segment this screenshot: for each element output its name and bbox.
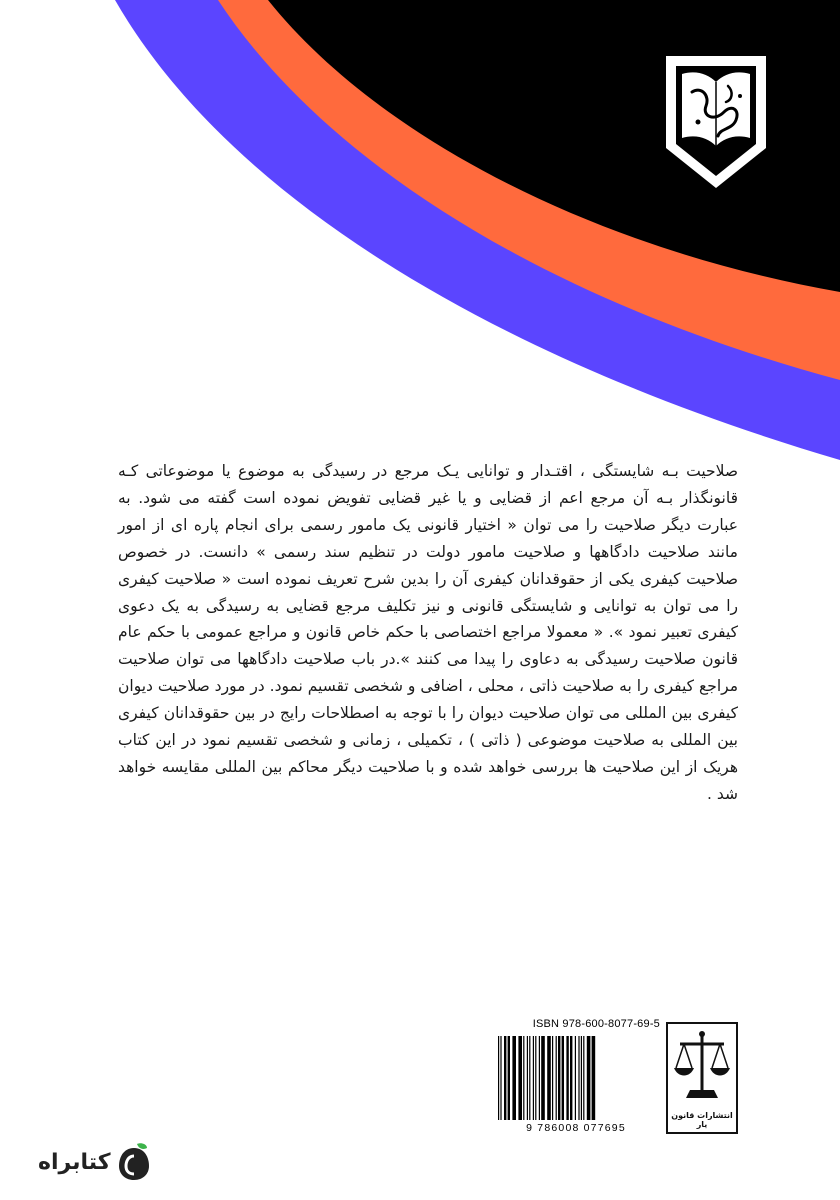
barcode-number: 9 786008 077695 xyxy=(526,1122,626,1134)
isbn-barcode-block xyxy=(492,1018,660,1136)
barcode-bar xyxy=(556,1036,557,1120)
publisher-logo xyxy=(666,1022,738,1134)
isbn-label: ISBN 978-600-8077-69-5 xyxy=(532,1018,660,1030)
back-cover-description: صلاحیت بـه شایستگی ، اقتـدار و توانایی یـک مرجع در رسیدگی به موضوع یا موضوعاتی کـه قانونگذار بـه آن مرجع اعم از قضایی و یا غیر قضایی تفویض نموده است گفته می شود. به عبارت دیگر صلاحیت را می توان « اختیار قانونی یک مامور رسمی برای انجام پاره ای از امور مانند صلاحیت دادگاهها و صلاحیت مامور دولت در تنظیم سند رسمی » دانست. در خصوص صلاحیت کیفری یکی از حقوقدانان کیفری آن را بدین شرح تعریف نموده است « صلاحیت کیفری را می توان به توانایی و شایستگی قانونی و نیز تکلیف مرجع قضایی به رسیدگی به یک دعوی کیفری تعبیر نمود ». « معمولا مراجع اختصاصی با حکم خاص قانون و مراجع عمومی با حکم عام قانون صلاحیت رسیدگی به دعاوی را پیدا می کنند ».در باب صلاحیت دادگاهها می توان صلاحیت مراجع کیفری را به صلاحیت ذاتی ، محلی ، اضافی و شخصی تقسیم نمود. در مورد صلاحیت دیوان کیفری بین المللی می توان صلاحیت دیوان را با توجه به اصطلاحات رایج در بین حقوقدانان کیفری بین المللی به صلاحیت موضوعی ( ذاتی ) ، تکمیلی ، زمانی و شخصی تقسیم نمود در این کتاب هریک از این صلاحیت ها بررسی خواهد شده و با صلاحیت دیگر محاکم بین المللی مقایسه خواهد شد . xyxy=(118,462,738,803)
barcode-bar xyxy=(575,1036,576,1120)
barcode-bar xyxy=(581,1036,582,1120)
barcode-bar xyxy=(547,1036,551,1120)
ketabrah-logo-icon xyxy=(117,1142,151,1182)
barcode-bar xyxy=(539,1036,540,1120)
barcode-bar xyxy=(529,1036,530,1120)
barcode-bar xyxy=(541,1036,545,1120)
barcode-bar xyxy=(566,1036,568,1120)
barcode-bar xyxy=(500,1036,501,1120)
barcode-icon xyxy=(496,1036,656,1120)
scales-of-justice-icon xyxy=(672,1028,732,1108)
book-shield-calligraphy-icon xyxy=(662,52,770,192)
barcode-bar xyxy=(578,1036,579,1120)
barcode-bar xyxy=(512,1036,516,1120)
ketabrah-watermark xyxy=(38,1140,151,1184)
watermark-text: کتابراه xyxy=(38,1149,111,1175)
barcode-bar xyxy=(508,1036,510,1120)
barcode-bar xyxy=(518,1036,522,1120)
barcode-bar xyxy=(587,1036,591,1120)
barcode-bar xyxy=(535,1036,536,1120)
barcode-bar xyxy=(523,1036,524,1120)
barcode-bar xyxy=(527,1036,528,1120)
publisher-name: انتشارات قانون یار xyxy=(671,1111,733,1129)
barcode-bar xyxy=(592,1036,596,1120)
barcode-bar xyxy=(583,1036,584,1120)
barcode-bar xyxy=(558,1036,560,1120)
barcode-bar xyxy=(570,1036,572,1120)
barcode-bar xyxy=(562,1036,564,1120)
barcode-bar xyxy=(533,1036,534,1120)
barcode-bar xyxy=(498,1036,499,1120)
barcode-bar xyxy=(504,1036,506,1120)
barcode-bar xyxy=(552,1036,553,1120)
